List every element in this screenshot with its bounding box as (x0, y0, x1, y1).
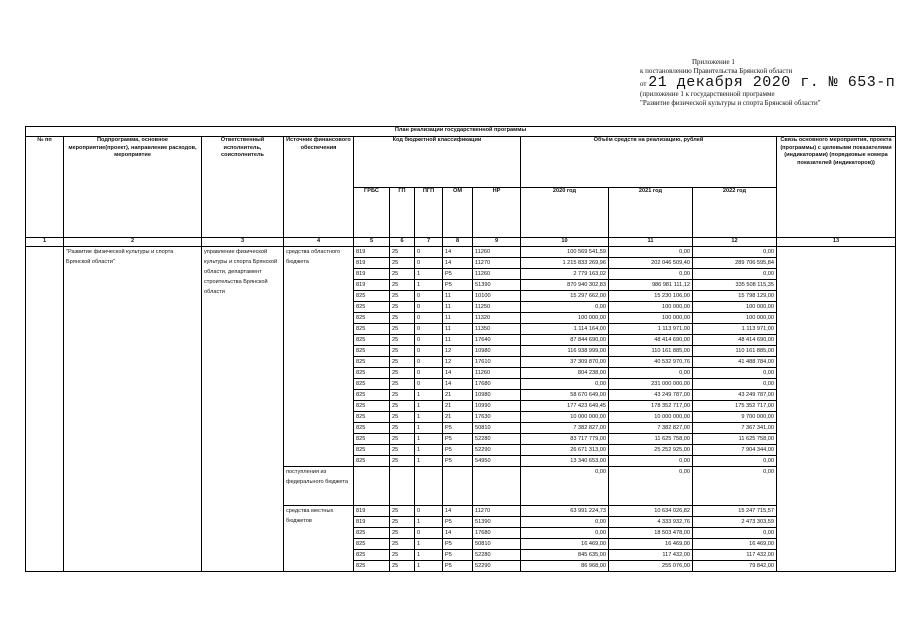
cell-grbs: 825 (354, 345, 390, 356)
col-number: 1 (26, 238, 64, 247)
col-header-volume-group: Объём средств на реализацию, рублей (521, 137, 777, 188)
cell-2020: 0,00 (521, 516, 609, 527)
cell-grbs: 825 (354, 411, 390, 422)
cell-code-empty (443, 466, 473, 505)
cell-code-empty (354, 466, 390, 505)
cell-2022: 0,00 (693, 367, 777, 378)
cell-pgp: 1 (415, 538, 443, 549)
table-main-header: План реализации государственной программы (26, 127, 896, 137)
cell-code-empty (473, 466, 521, 505)
cell-gp: 25 (390, 422, 415, 433)
cell-nr: 52290 (473, 444, 521, 455)
cell-2021: 43 249 787,00 (609, 389, 693, 400)
cell-pgp: 0 (415, 290, 443, 301)
cell-gp: 25 (390, 389, 415, 400)
cell-2022: 1 113 971,00 (693, 323, 777, 334)
cell-2021: 18 503 478,00 (609, 527, 693, 538)
cell-code-empty (415, 466, 443, 505)
cell-nr: 51390 (473, 279, 521, 290)
cell-2021: 1 113 971,00 (609, 323, 693, 334)
cell-2021: 10 634 026,82 (609, 505, 693, 516)
cell-pgp: 1 (415, 279, 443, 290)
cell-om: 11 (443, 334, 473, 345)
cell-2020: 7 382 827,00 (521, 422, 609, 433)
cell-grbs: 825 (354, 422, 390, 433)
cell-gp: 25 (390, 527, 415, 538)
cell-pgp: 0 (415, 345, 443, 356)
cell-om: P5 (443, 455, 473, 466)
date-prefix: от (640, 80, 647, 88)
cell-gp: 25 (390, 549, 415, 560)
cell-grbs: 819 (354, 268, 390, 279)
cell-gp: 25 (390, 411, 415, 422)
col-number: 8 (443, 238, 473, 247)
cell-om: 14 (443, 378, 473, 389)
cell-2020: 100 000,00 (521, 312, 609, 323)
cell-pgp: 1 (415, 422, 443, 433)
cell-2022: 7 904 344,00 (693, 444, 777, 455)
col-number: 2 (64, 238, 202, 247)
cell-2020: 0,00 (521, 301, 609, 312)
cell-gp: 25 (390, 367, 415, 378)
cell-num (26, 246, 64, 571)
cell-grbs: 825 (354, 334, 390, 345)
cell-om: P5 (443, 560, 473, 571)
cell-2022: 100 000,00 (693, 301, 777, 312)
cell-2020: 26 671 313,00 (521, 444, 609, 455)
cell-grbs: 825 (354, 538, 390, 549)
cell-grbs: 825 (354, 455, 390, 466)
cell-2020: 10 000 000,00 (521, 411, 609, 422)
cell-om: 12 (443, 356, 473, 367)
cell-pgp: 0 (415, 334, 443, 345)
col-header-2021: 2021 год (609, 187, 693, 238)
cell-grbs: 825 (354, 389, 390, 400)
cell-grbs: 819 (354, 516, 390, 527)
cell-2020: 63 991 224,73 (521, 505, 609, 516)
cell-amount: 0,00 (693, 466, 777, 505)
cell-2021: 117 432,00 (609, 549, 693, 560)
cell-gp: 25 (390, 323, 415, 334)
cell-2021: 0,00 (609, 455, 693, 466)
cell-nr: 50810 (473, 538, 521, 549)
col-header-source: Источник финансового обеспечения (284, 137, 354, 238)
cell-program-name: "Развитие физической культуры и спорта Брянской области" (64, 246, 202, 571)
col-header-gp: ГП (390, 187, 415, 238)
col-header-executor: Ответственный исполнитель, соисполнитель (202, 137, 284, 238)
cell-2020: 870 940 302,83 (521, 279, 609, 290)
cell-om: P5 (443, 422, 473, 433)
col-number: 6 (390, 238, 415, 247)
cell-om: P5 (443, 433, 473, 444)
cell-gp: 25 (390, 400, 415, 411)
cell-om: P5 (443, 268, 473, 279)
col-number: 9 (473, 238, 521, 247)
cell-source-regional: средства областного бюджета (284, 246, 354, 466)
cell-2022: 0,00 (693, 246, 777, 257)
cell-nr: 10980 (473, 389, 521, 400)
col-number: 13 (777, 238, 896, 247)
cell-amount: 0,00 (609, 466, 693, 505)
cell-nr: 10100 (473, 290, 521, 301)
col-header-code-group: Код бюджетной классификации (354, 137, 521, 188)
cell-pgp: 1 (415, 433, 443, 444)
cell-om: 14 (443, 367, 473, 378)
appendix-program-ref: (приложение 1 к государственной программе (640, 90, 775, 98)
cell-gp: 25 (390, 334, 415, 345)
cell-gp: 25 (390, 378, 415, 389)
implementation-plan-table (25, 126, 896, 572)
cell-om: 14 (443, 527, 473, 538)
cell-2021: 11 625 758,00 (609, 433, 693, 444)
cell-om: 11 (443, 312, 473, 323)
cell-grbs: 825 (354, 549, 390, 560)
cell-om: P5 (443, 516, 473, 527)
cell-2022: 15 247 715,57 (693, 505, 777, 516)
cell-2022: 2 473 303,59 (693, 516, 777, 527)
cell-nr: 17630 (473, 411, 521, 422)
cell-gp: 25 (390, 345, 415, 356)
cell-nr: 11260 (473, 246, 521, 257)
cell-2020: 87 844 690,00 (521, 334, 609, 345)
cell-gp: 25 (390, 538, 415, 549)
cell-pgp: 1 (415, 549, 443, 560)
cell-gp: 25 (390, 516, 415, 527)
cell-2021: 48 414 690,00 (609, 334, 693, 345)
cell-2020: 804 238,00 (521, 367, 609, 378)
cell-pgp: 1 (415, 560, 443, 571)
col-header-nr: НР (473, 187, 521, 238)
cell-nr: 17680 (473, 378, 521, 389)
col-number: 5 (354, 238, 390, 247)
cell-2021: 986 981 111,12 (609, 279, 693, 290)
cell-pgp: 1 (415, 455, 443, 466)
col-number: 7 (415, 238, 443, 247)
cell-2020: 13 340 653,00 (521, 455, 609, 466)
cell-om: 21 (443, 400, 473, 411)
col-header-num: № пп (26, 137, 64, 238)
cell-grbs: 825 (354, 433, 390, 444)
cell-2022: 7 367 341,00 (693, 422, 777, 433)
cell-amount: 0,00 (521, 466, 609, 505)
cell-gp: 25 (390, 246, 415, 257)
cell-gp: 25 (390, 290, 415, 301)
cell-pgp: 0 (415, 323, 443, 334)
cell-om: P5 (443, 538, 473, 549)
cell-pgp: 0 (415, 356, 443, 367)
cell-nr: 54950 (473, 455, 521, 466)
cell-source-local: средства местных бюджетов (284, 505, 354, 571)
cell-nr: 11260 (473, 367, 521, 378)
appendix-date-line (640, 76, 900, 90)
cell-2020: 83 717 779,00 (521, 433, 609, 444)
cell-pgp: 0 (415, 301, 443, 312)
cell-nr: 51390 (473, 516, 521, 527)
cell-om: 11 (443, 290, 473, 301)
cell-2020: 86 968,00 (521, 560, 609, 571)
column-number-row (26, 238, 896, 247)
table-body (26, 246, 896, 571)
cell-grbs: 819 (354, 505, 390, 516)
cell-nr: 11350 (473, 323, 521, 334)
cell-2021: 0,00 (609, 367, 693, 378)
cell-grbs: 825 (354, 301, 390, 312)
cell-grbs: 825 (354, 367, 390, 378)
handwritten-date-number: 21 декабря 2020 г. № 653-п (648, 74, 896, 91)
cell-nr: 17610 (473, 356, 521, 367)
cell-2021: 231 000 000,00 (609, 378, 693, 389)
cell-nr: 11320 (473, 312, 521, 323)
cell-grbs: 825 (354, 323, 390, 334)
cell-nr: 10980 (473, 345, 521, 356)
cell-2022: 48 414 690,00 (693, 334, 777, 345)
cell-2020: 116 938 999,00 (521, 345, 609, 356)
cell-om: 14 (443, 505, 473, 516)
cell-2021: 100 000,00 (609, 312, 693, 323)
cell-om: 14 (443, 257, 473, 268)
cell-2022: 9 700 000,00 (693, 411, 777, 422)
cell-2022: 0,00 (693, 455, 777, 466)
cell-2022: 289 706 595,84 (693, 257, 777, 268)
cell-om: P5 (443, 549, 473, 560)
cell-gp: 25 (390, 312, 415, 323)
table-row (26, 246, 896, 257)
cell-gp: 25 (390, 257, 415, 268)
cell-nr: 11250 (473, 301, 521, 312)
cell-pgp: 1 (415, 444, 443, 455)
cell-om: 21 (443, 389, 473, 400)
col-number: 3 (202, 238, 284, 247)
cell-grbs: 825 (354, 444, 390, 455)
cell-nr: 11260 (473, 268, 521, 279)
cell-2020: 0,00 (521, 527, 609, 538)
cell-pgp: 0 (415, 257, 443, 268)
cell-2020: 16 469,00 (521, 538, 609, 549)
appendix-program-name: "Развитие физической культуры и спорта Брянской области" (640, 99, 821, 107)
cell-2022: 11 625 758,00 (693, 433, 777, 444)
cell-pgp: 0 (415, 246, 443, 257)
cell-2020: 845 635,00 (521, 549, 609, 560)
cell-2022: 110 161 885,00 (693, 345, 777, 356)
cell-om: 14 (443, 246, 473, 257)
cell-2021: 40 532 970,76 (609, 356, 693, 367)
col-header-pgp: ПГП (415, 187, 443, 238)
cell-grbs: 819 (354, 246, 390, 257)
cell-2020: 1 215 833 269,96 (521, 257, 609, 268)
appendix-title: Приложение 1 (692, 58, 735, 66)
cell-2021: 15 230 106,00 (609, 290, 693, 301)
cell-nr: 17680 (473, 527, 521, 538)
cell-nr: 52280 (473, 433, 521, 444)
cell-2022: 0,00 (693, 268, 777, 279)
cell-pgp: 1 (415, 411, 443, 422)
cell-gp: 25 (390, 455, 415, 466)
cell-2022: 15 798 129,00 (693, 290, 777, 301)
cell-2022: 41 488 784,00 (693, 356, 777, 367)
cell-2020: 1 114 164,00 (521, 323, 609, 334)
cell-nr: 11270 (473, 257, 521, 268)
appendix-resolution-line: к постановлению Правительства Брянской области (640, 67, 793, 75)
cell-pgp: 0 (415, 312, 443, 323)
cell-2020: 0,00 (521, 378, 609, 389)
cell-2020: 58 670 649,00 (521, 389, 609, 400)
col-header-link: Связь основного мероприятия, проекта (программы) с целевыми показателями (индикаторами) (порядковые номера показателей (индикаторов)) (777, 137, 896, 238)
col-header-om: ОМ (443, 187, 473, 238)
cell-nr: 52280 (473, 549, 521, 560)
cell-2021: 10 000 000,00 (609, 411, 693, 422)
cell-gp: 25 (390, 505, 415, 516)
cell-pgp: 1 (415, 400, 443, 411)
cell-om: P5 (443, 279, 473, 290)
cell-2021: 255 076,00 (609, 560, 693, 571)
cell-pgp: 0 (415, 378, 443, 389)
col-header-2020: 2020 год (521, 187, 609, 238)
col-header-grbs: ГРБС (354, 187, 390, 238)
cell-2020: 15 297 662,00 (521, 290, 609, 301)
cell-pgp: 0 (415, 505, 443, 516)
cell-pgp: 1 (415, 389, 443, 400)
cell-nr: 52290 (473, 560, 521, 571)
cell-2020: 177 423 649,45 (521, 400, 609, 411)
col-number: 4 (284, 238, 354, 247)
cell-pgp: 0 (415, 367, 443, 378)
cell-pgp: 1 (415, 268, 443, 279)
cell-2022: 79 842,00 (693, 560, 777, 571)
cell-source-federal: поступления из федерального бюджета (284, 466, 354, 505)
cell-grbs: 825 (354, 560, 390, 571)
cell-om: 11 (443, 301, 473, 312)
cell-2020: 37 309 870,00 (521, 356, 609, 367)
appendix-header (640, 58, 900, 108)
cell-gp: 25 (390, 433, 415, 444)
cell-2021: 178 352 717,00 (609, 400, 693, 411)
cell-grbs: 819 (354, 257, 390, 268)
cell-pgp: 0 (415, 527, 443, 538)
cell-2022: 43 249 787,00 (693, 389, 777, 400)
cell-2020: 100 569 541,59 (521, 246, 609, 257)
cell-2021: 25 252 925,00 (609, 444, 693, 455)
cell-grbs: 825 (354, 312, 390, 323)
cell-nr: 50810 (473, 422, 521, 433)
cell-2022: 0,00 (693, 527, 777, 538)
cell-2021: 16 469,00 (609, 538, 693, 549)
cell-code-empty (390, 466, 415, 505)
cell-link (777, 246, 896, 571)
cell-om: 12 (443, 345, 473, 356)
cell-gp: 25 (390, 301, 415, 312)
cell-2021: 4 333 932,76 (609, 516, 693, 527)
cell-om: 21 (443, 411, 473, 422)
cell-pgp: 1 (415, 516, 443, 527)
col-header-2022: 2022 год (693, 187, 777, 238)
cell-2020: 2 779 163,02 (521, 268, 609, 279)
cell-2022: 0,00 (693, 378, 777, 389)
cell-grbs: 825 (354, 356, 390, 367)
col-header-subprogram: Подпрограмма, основное мероприятие(проект), направление расходов, мероприятие (64, 137, 202, 238)
cell-gp: 25 (390, 560, 415, 571)
cell-grbs: 825 (354, 378, 390, 389)
cell-grbs: 819 (354, 279, 390, 290)
cell-2022: 100 000,00 (693, 312, 777, 323)
cell-nr: 17640 (473, 334, 521, 345)
cell-om: 11 (443, 323, 473, 334)
cell-2021: 100 000,00 (609, 301, 693, 312)
cell-gp: 25 (390, 268, 415, 279)
cell-nr: 10990 (473, 400, 521, 411)
col-number: 10 (521, 238, 609, 247)
cell-2021: 202 046 509,40 (609, 257, 693, 268)
cell-executor: управление физической культуры и спорта Брянской области, департамент строительства Брянской области (202, 246, 284, 571)
cell-2022: 335 508 115,35 (693, 279, 777, 290)
cell-2022: 117 432,00 (693, 549, 777, 560)
col-number: 11 (609, 238, 693, 247)
cell-gp: 25 (390, 356, 415, 367)
cell-grbs: 825 (354, 290, 390, 301)
cell-grbs: 825 (354, 400, 390, 411)
cell-grbs: 825 (354, 527, 390, 538)
cell-2021: 110 161 885,00 (609, 345, 693, 356)
cell-om: P5 (443, 444, 473, 455)
cell-2021: 7 382 827,00 (609, 422, 693, 433)
cell-2021: 0,00 (609, 268, 693, 279)
cell-nr: 11270 (473, 505, 521, 516)
col-number: 12 (693, 238, 777, 247)
cell-2021: 0,00 (609, 246, 693, 257)
cell-gp: 25 (390, 444, 415, 455)
cell-gp: 25 (390, 279, 415, 290)
cell-2022: 16 469,00 (693, 538, 777, 549)
cell-2022: 175 352 717,00 (693, 400, 777, 411)
